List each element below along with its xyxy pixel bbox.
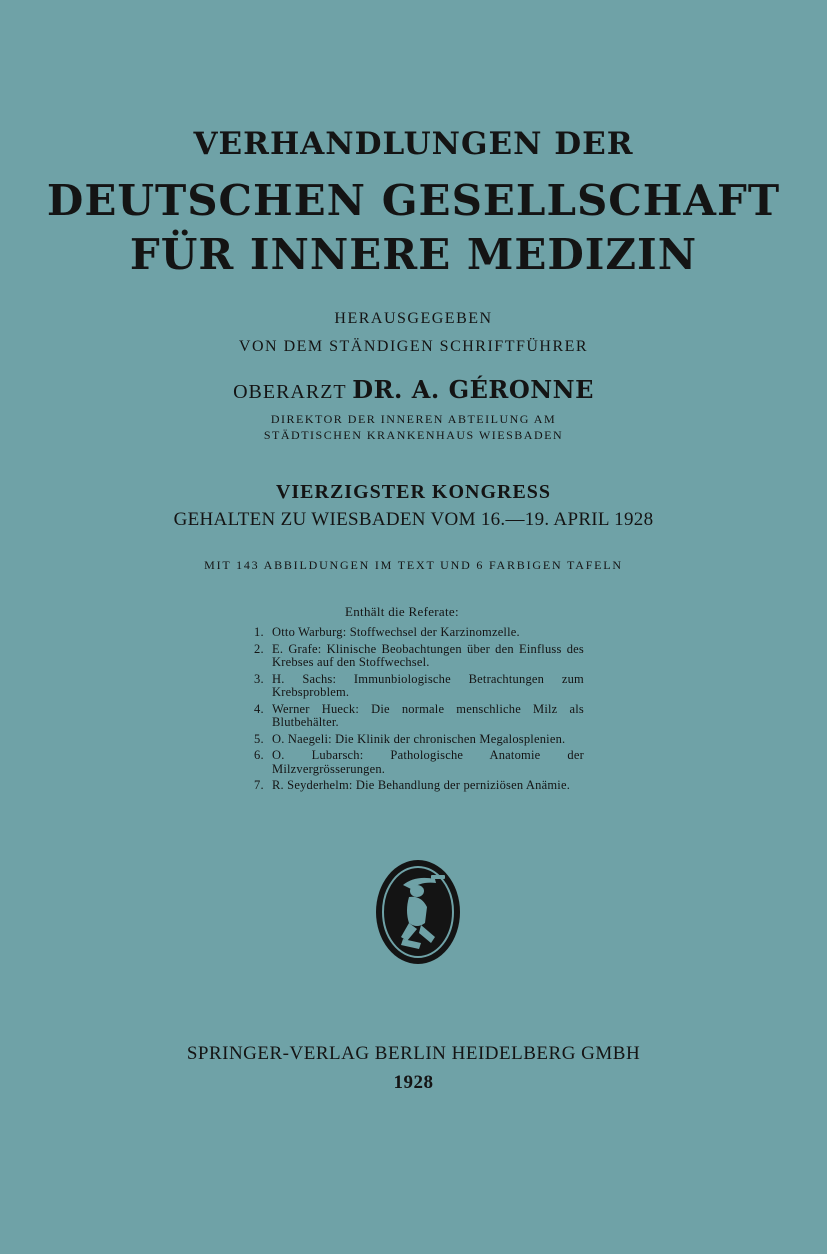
contents-heading: Enthält die Referate: [345,604,459,619]
editor-role: VON DEM STÄNDIGEN SCHRIFTFÜHRER [238,338,589,355]
herausgegeben-label: HERAUSGEGEBEN [334,310,493,327]
publication-year: 1928 [393,1072,434,1093]
editor-affiliation-1: DIREKTOR DER INNEREN ABTEILUNG AM [270,412,557,426]
list-item: 4. Werner Hueck: Die normale menschliche Milz als Blutbehälter. [254,701,584,729]
title-line-3: FÜR INNERE MEDIZIN [129,230,698,279]
editor-prefix: OBERARZT [233,381,347,403]
editor-name: DR. A. GÉRONNE [352,375,594,404]
title-line-1: VERHANDLUNGEN DER [193,126,634,162]
editor-affiliation-2: STÄDTISCHEN KRANKENHAUS WIESBADEN [263,428,564,442]
list-item: 3. H. Sachs: Immunbiologische Betrachtungen zum Krebsproblem. [254,671,584,699]
congress-held: GEHALTEN ZU WIESBADEN VOM 16.—19. APRIL 1928 [173,509,654,530]
congress-name: VIERZIGSTER KONGRESS [275,481,552,503]
springer-knight-logo-icon [373,857,463,967]
list-item: 2. E. Grafe: Klinische Beobachtungen über den Einfluss des Krebses auf den Stoffwechsel. [254,641,584,669]
list-item: 5. O. Naegeli: Die Klinik der chronischen Megalosplenien. [254,731,566,746]
editor-line [0,375,827,404]
title-line-2: DEUTSCHEN GESELLSCHAFT [46,176,781,225]
list-item: 1. Otto Warburg: Stoffwechsel der Karzinomzelle. [254,625,520,639]
publisher-name: SPRINGER-VERLAG BERLIN HEIDELBERG GMBH [186,1043,641,1064]
illustrations-note: MIT 143 ABBILDUNGEN IM TEXT UND 6 FARBIGEN TAFELN [204,558,623,572]
list-item: 7. R. Seyderhelm: Die Behandlung der perniziösen Anämie. [254,778,571,792]
contents-list [254,626,584,796]
list-item: 6. O. Lubarsch: Pathologische Anatomie der Milzvergrösserungen. [254,748,584,776]
